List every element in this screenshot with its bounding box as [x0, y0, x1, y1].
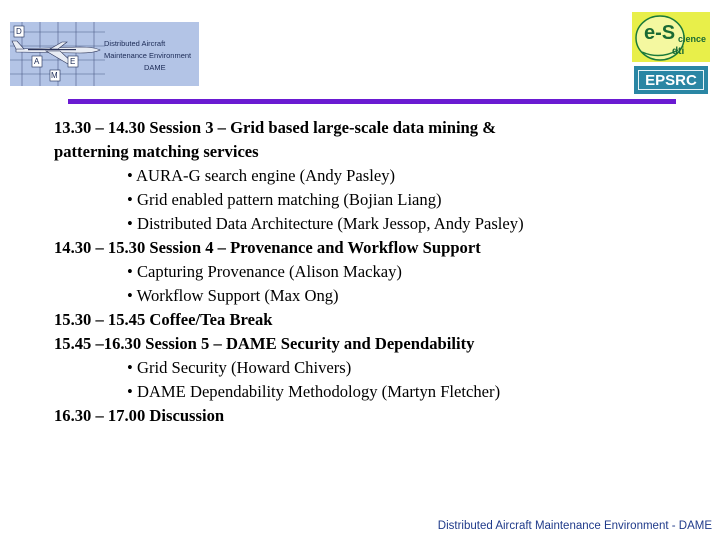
- dame-logo-text: [104, 38, 194, 74]
- agenda-item: • Distributed Data Architecture (Mark Jessop, Andy Pasley): [127, 214, 524, 233]
- agenda-item: • Capturing Provenance (Alison Mackay): [127, 262, 402, 281]
- agenda-heading-session-3-cont: patterning matching services: [54, 142, 259, 161]
- agenda-item: • AURA-G search engine (Andy Pasley): [127, 166, 396, 185]
- escience-sub-text: dti: [672, 46, 685, 57]
- dame-letter-m: M: [51, 71, 58, 80]
- footer-text: Distributed Aircraft Maintenance Environment - DAME: [437, 520, 712, 532]
- agenda-heading-discussion: 16.30 – 17.00 Discussion: [54, 406, 225, 425]
- escience-small-text: cience: [678, 34, 707, 44]
- epsrc-logo-frame: [638, 70, 704, 90]
- agenda-heading-session-3: 13.30 – 14.30 Session 3 – Grid based large-scale data mining &: [54, 118, 497, 137]
- dame-letter-d: D: [16, 27, 22, 36]
- dame-letter-e: E: [70, 57, 76, 66]
- dame-logo-line2: Maintenance Environment: [104, 51, 192, 60]
- agenda-item: • DAME Dependability Methodology (Martyn Fletcher): [127, 382, 501, 401]
- dame-logo-abbr: DAME: [144, 63, 166, 72]
- dame-letter-a: A: [34, 57, 40, 66]
- agenda-heading-session-4: 14.30 – 15.30 Session 4 – Provenance and Workflow Support: [54, 238, 481, 257]
- dame-logo-line1: Distributed Aircraft: [104, 39, 166, 48]
- agenda-heading-break: 15.30 – 15.45 Coffee/Tea Break: [54, 310, 273, 329]
- agenda: [54, 116, 674, 428]
- escience-main-text: e-S: [644, 22, 676, 44]
- dame-logo: [10, 22, 199, 86]
- agenda-item: • Grid Security (Howard Chivers): [127, 358, 352, 377]
- header-divider: [68, 99, 676, 104]
- escience-logo: [632, 12, 710, 62]
- epsrc-logo-text: EPSRC: [645, 71, 697, 89]
- agenda-heading-session-5: 15.45 –16.30 Session 5 – DAME Security and Dependability: [54, 334, 475, 353]
- agenda-item: • Workflow Support (Max Ong): [127, 286, 339, 305]
- agenda-item: • Grid enabled pattern matching (Bojian Liang): [127, 190, 442, 209]
- epsrc-logo: [634, 66, 708, 94]
